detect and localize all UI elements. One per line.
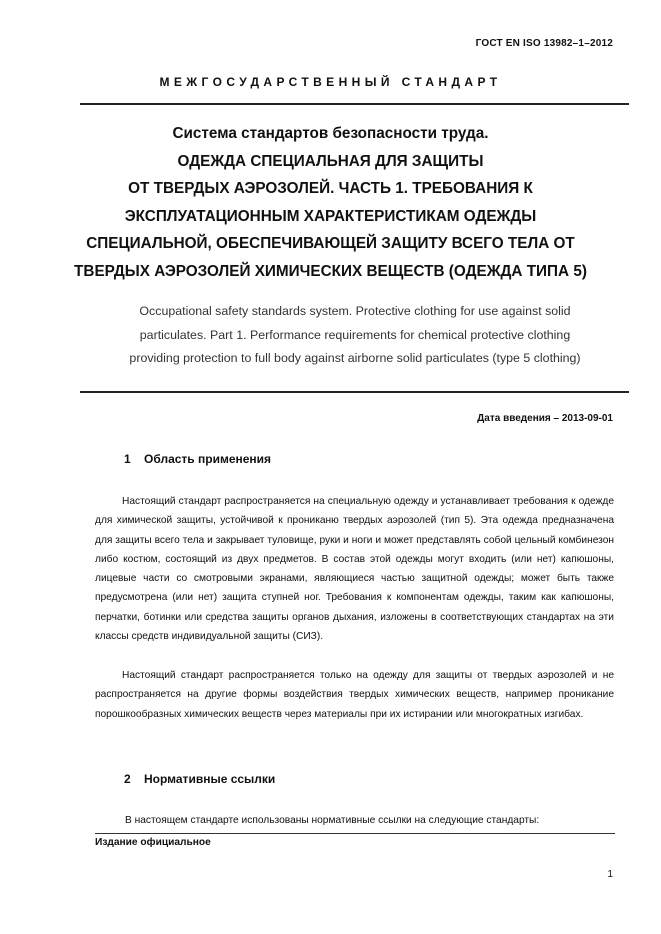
russian-title xyxy=(60,120,601,285)
english-title xyxy=(95,300,615,371)
section-1-heading xyxy=(124,452,271,466)
paragraph-text: Настоящий стандарт распространяется на специальную одежду и устанавливает требования к одежде для химической защиты, устойчивой к прониканю твердых аэрозолей (тип 5). Эта одежда предназначена для защиты всего тела и закрывает туловище, руки и ноги и может представлять собой цельный комбинезон либо костюм, состоящий из двух предметов. В состав этой одежды могут входить (или нет) капюшоны, лицевые части со смотровыми экранами, являющиеся частью защитной одежды; может быть также предусмотрена (или нет) защита ступней ног. Требования к компонентам одежды, таким как капюшоны, перчатки, ботинки или средства защиты органов дыхания, изложены в соответствующих стандартах на эти классы средств индивидуальной защиты (СИЗ). xyxy=(95,496,614,643)
standard-type-heading: МЕЖГОСУДАРСТВЕННЫЙ СТАНДАРТ xyxy=(159,75,502,89)
section-number: 1 xyxy=(124,452,131,466)
title-bottom-divider xyxy=(80,391,629,393)
paragraph-text: Настоящий стандарт распространяется только на одежду для защиты от твердых аэрозолей и не распространяется на другие формы воздействия твердых химических веществ, например проникание порошкообразных химических веществ через материалы при их истирании или многократных изгибах. xyxy=(95,670,614,720)
english-title-line: particulates. Part 1. Performance requirements for chemical protective clothing xyxy=(139,327,571,342)
section-1-paragraph-2 xyxy=(95,666,614,724)
title-line: ОТ ТВЕРДЫХ АЭРОЗОЛЕЙ. ЧАСТЬ 1. ТРЕБОВАНИЯ К xyxy=(128,180,533,197)
top-divider xyxy=(80,103,629,105)
section-number: 2 xyxy=(124,772,131,786)
document-code: ГОСТ EN ISO 13982–1–2012 xyxy=(475,38,613,49)
title-line: ЭКСПЛУАТАЦИОННЫМ ХАРАКТЕРИСТИКАМ ОДЕЖДЫ xyxy=(124,207,537,225)
introduction-date: Дата введения – 2013-09-01 xyxy=(477,413,613,424)
title-line: ОДЕЖДА СПЕЦИАЛЬНАЯ ДЛЯ ЗАЩИТЫ xyxy=(177,152,484,170)
page-number: 1 xyxy=(607,869,613,880)
section-title: Нормативные ссылки xyxy=(144,772,276,786)
section-title: Область применения xyxy=(144,452,272,466)
title-line: ТВЕРДЫХ АЭРОЗОЛЕЙ ХИМИЧЕСКИХ ВЕЩЕСТВ (ОДЕЖДА ТИПА 5) xyxy=(74,262,587,280)
official-edition-label: Издание официальное xyxy=(95,837,211,848)
title-line: Система стандартов безопасности труда. xyxy=(172,125,489,142)
english-title-line: Occupational safety standards system. Protective clothing for use against solid xyxy=(139,304,571,318)
footer-divider xyxy=(95,833,615,834)
english-title-line: providing protection to full body against airborne solid particulates (type 5 clothing) xyxy=(129,351,581,365)
section-1-paragraph-1 xyxy=(95,492,614,646)
title-line: СПЕЦИАЛЬНОЙ, ОБЕСПЕЧИВАЮЩЕЙ ЗАЩИТУ ВСЕГО ТЕЛА ОТ xyxy=(86,235,575,252)
section-2-heading xyxy=(124,772,275,786)
section-2-paragraph-1: В настоящем стандарте использованы нормативные ссылки на следующие стандарты: xyxy=(125,815,540,826)
